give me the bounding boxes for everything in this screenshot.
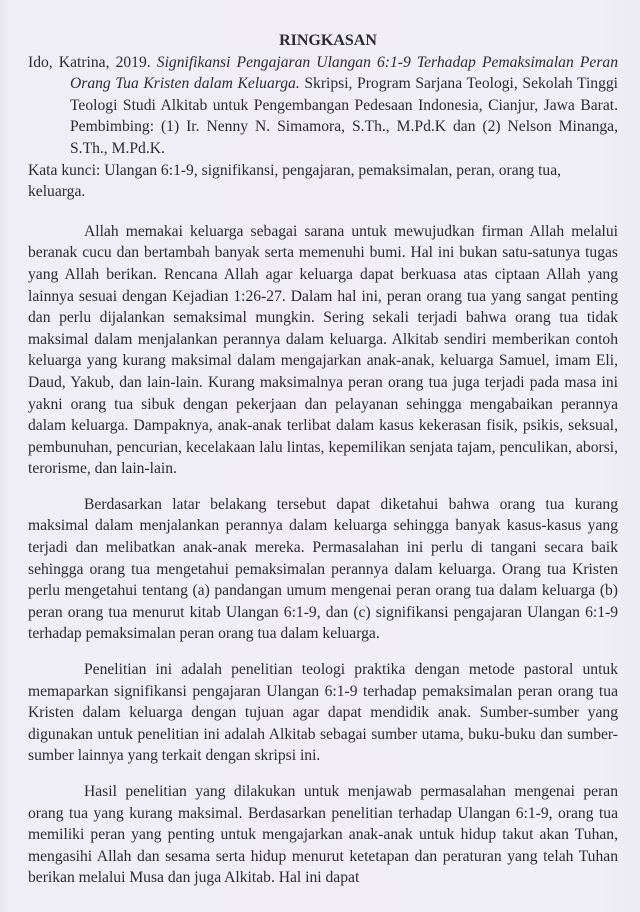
citation-thesis-title: Signifikansi Pengajaran Ulangan 6:1-9 Terhadap Pemaksimalan Peran Orang Tua Kristen dalam Keluarga. — [70, 53, 618, 93]
citation-author-year: Ido, Katrina, 2019. — [28, 53, 157, 71]
paragraph-problem: Berdasarkan latar belakang tersebut dapat diketahui bahwa orang tua kurang maksimal dalam menjalankan perannya dalam keluarga sehingga banyak kasus-kasus yang terjadi dan melibatkan anak-anak mereka. Permasalahan ini perlu di tangani secara baik sehingga orang tua mengetahui pemaksimalan perannya dalam keluarga. Orang tua Kristen perlu mengetahui tentang (a) pandangan umum mengenai peran orang tua dalam keluarga (b) peran orang tua menurut kitab Ulangan 6:1-9, dan (c) signifikansi pengajaran Ulangan 6:1-9 terhadap pemaksimalan peran orang tua dalam keluarga. — [28, 495, 618, 643]
page-title: RINGKASAN — [279, 32, 377, 49]
paragraph-results: Hasil penelitian yang dilakukan untuk menjawab permasalahan mengenai peran orang tua yang kurang maksimal. Berdasarkan penelitian terhadap Ulangan 6:1-9, orang tua memiliki peran yang penting untuk mengajarkan anak-anak untuk hidup takut akan Tuhan, mengasihi Allah dan sesama serta hidup menurut ketetapan dan peraturan yang telah Tuhan berikan melalui Musa dan juga Alkitab. Hal ini dapat — [28, 783, 618, 887]
keywords: Kata kunci: Ulangan 6:1-9, signifikansi, pengajaran, pemaksimalan, peran, orang tua, keluarga. — [28, 161, 562, 201]
citation — [28, 52, 618, 160]
document-body — [28, 30, 618, 889]
citation-details: Skripsi, Program Sarjana Teologi, Sekolah Tinggi Teologi Studi Alkitab untuk Pengembangan Pedesaan Indonesia, Cianjur, Jawa Barat. Pembimbing: (1) Ir. Nenny N. Simamora, S.Th., M.Pd.K dan (2) Nelson Minanga, S.Th., M.Pd.K. — [70, 75, 618, 157]
paragraph-background: Allah memakai keluarga sebagai sarana untuk mewujudkan firman Allah melalui beranak cucu dan bertambah banyak serta memenuhi bumi. Hal ini bukan satu-satunya tugas yang Allah berikan. Rencana Allah agar keluarga dapat berkuasa atas ciptaan Allah yang lainnya sesuai dengan Kejadian 1:26-27. Dalam hal ini, peran orang tua yang sangat penting dan perlu dijalankan semaksimal mungkin. Sering sekali terjadi bahwa orang tua tidak maksimal dalam menjalankan perannya dalam keluarga. Alkitab sendiri memberikan contoh keluarga yang kurang maksimal dalam mengajarkan anak-anak, keluarga Samuel, imam Eli, Daud, Yakub, dan lain-lain. Kurang maksimalnya peran orang tua juga terjadi pada masa ini yakni orang tua sibuk dengan pekerjaan dan pelayanan sehingga mengabaikan perannya dalam keluarga. Dampaknya, anak-anak terlibat dalam kasus kekerasan fisik, psikis, seksual, pembunuhan, pencurian, kecelakaan lalu lintas, kepemilikan senjata tajam, penculikan, aborsi, terorisme, dan lain-lain. — [28, 222, 618, 478]
paragraph-method: Penelitian ini adalah penelitian teologi praktika dengan metode pastoral untuk memaparkan signifikansi pengajaran Ulangan 6:1-9 terhadap pemaksimalan peran orang tua Kristen dalam keluarga dengan tujuan agar dapat mendidik anak. Sumber-sumber yang digunakan untuk penelitian ini adalah Alkitab sebagai sumber utama, buku-buku dan sumber-sumber lainnya yang terkait dengan skripsi ini. — [28, 661, 618, 765]
